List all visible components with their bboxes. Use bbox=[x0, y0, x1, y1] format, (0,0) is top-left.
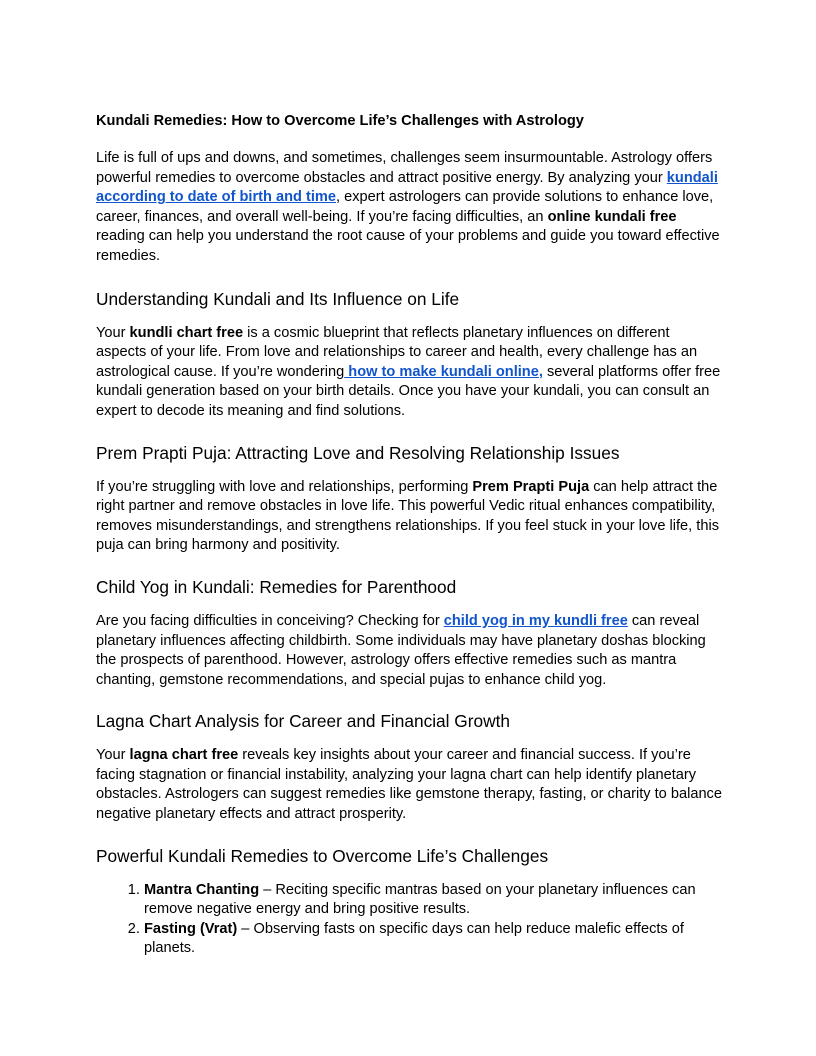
section-lagna-chart bbox=[96, 710, 722, 824]
intro-bold-online-kundali: online kundali free bbox=[547, 208, 677, 225]
section-child-yog bbox=[96, 576, 722, 690]
sec3-text-2: can reveal planetary influences affecting childbirth. Some individuals may have planetary doshas blocking the prospects of parenthood. However, astrology offers effective remedies such as mantra chanting, gemstone recommendations, and special pujas to enhance child yog. bbox=[96, 612, 706, 688]
sec1-text-3: several platforms offer free kundali generation based on your birth details. Once you have your kundali, you can consult an expert to decode its meaning and find solutions. bbox=[96, 363, 721, 419]
remedies-list bbox=[96, 881, 722, 959]
section-heading-understanding: Understanding Kundali and Its Influence on Life bbox=[96, 288, 460, 309]
list-item bbox=[144, 881, 722, 920]
intro-text-2: , expert astrologers can provide solutions to enhance love, career, finances, and overall well-being. If you’re facing difficulties, an bbox=[96, 189, 714, 225]
list-item-bold: Mantra Chanting bbox=[144, 881, 260, 898]
section-heading-powerful-remedies: Powerful Kundali Remedies to Overcome Life’s Challenges bbox=[96, 845, 549, 866]
child-yog-link[interactable]: child yog in my kundli free bbox=[443, 612, 628, 629]
sec2-bold-prem-prapti: Prem Prapti Puja bbox=[472, 478, 590, 495]
sec1-text-1: Your bbox=[96, 324, 130, 341]
section-heading-lagna-chart: Lagna Chart Analysis for Career and Financial Growth bbox=[96, 711, 510, 732]
sec3-text-1: Are you facing difficulties in conceiving? Checking for bbox=[96, 612, 444, 629]
sec4-text-1: Your bbox=[96, 747, 130, 764]
intro-paragraph bbox=[96, 149, 722, 267]
sec4-bold-lagna-chart: lagna chart free bbox=[129, 747, 239, 764]
section-prem-prapti-puja bbox=[96, 442, 722, 556]
kundali-date-of-birth-link[interactable]: kundali according to date of birth and time bbox=[96, 169, 718, 206]
section-heading-child-yog: Child Yog in Kundali: Remedies for Parenthood bbox=[96, 576, 457, 597]
how-to-make-kundali-link[interactable]: how to make kundali online, bbox=[344, 363, 543, 380]
section-paragraph-child-yog bbox=[96, 612, 722, 690]
sec1-text-2: is a cosmic blueprint that reflects planetary influences on different aspects of your life. From love and relationships to career and health, every challenge has an astrological cause. If you’re wondering bbox=[96, 324, 698, 380]
sec1-bold-kundli-chart: kundli chart free bbox=[129, 324, 244, 341]
section-paragraph-lagna-chart bbox=[96, 746, 722, 824]
section-powerful-remedies bbox=[96, 845, 722, 959]
section-understanding-kundali bbox=[96, 288, 722, 422]
document-title: Kundali Remedies: How to Overcome Life’s Challenges with Astrology bbox=[96, 113, 584, 129]
intro-text-3: reading can help you understand the root cause of your problems and guide you toward effective remedies. bbox=[96, 228, 720, 264]
list-item-text: – Reciting specific mantras based on your planetary influences can remove negative energy and bring positive results. bbox=[144, 881, 696, 918]
list-item bbox=[144, 920, 722, 959]
section-heading-prem-prapti: Prem Prapti Puja: Attracting Love and Resolving Relationship Issues bbox=[96, 442, 620, 463]
section-paragraph-prem-prapti bbox=[96, 478, 722, 556]
list-item-text: – Observing fasts on specific days can help reduce malefic effects of planets. bbox=[144, 920, 684, 957]
section-paragraph-understanding bbox=[96, 324, 722, 422]
sec4-text-2: reveals key insights about your career and financial success. If you’re facing stagnation or financial instability, analyzing your lagna chart can help identify planetary obstacles. Astrologers can suggest remedies like gemstone therapy, fasting, or charity to balance negative planetary effects and attract prosperity. bbox=[96, 747, 722, 823]
sec2-text-2: can help attract the right partner and remove obstacles in love life. This powerful Vedic ritual enhances compatibility, removes misunderstandings, and strengthens relationships. If you feel stuck in your love life, this puja can bring harmony and positivity. bbox=[96, 478, 719, 554]
document-page bbox=[96, 112, 722, 959]
sec2-text-1: If you’re struggling with love and relationships, performing bbox=[96, 478, 473, 495]
intro-text-1: Life is full of ups and downs, and sometimes, challenges seem insurmountable. Astrology offers powerful remedies to overcome obstacles and attract positive energy. By analyzing your bbox=[96, 150, 713, 186]
list-item-bold: Fasting (Vrat) bbox=[144, 920, 238, 937]
